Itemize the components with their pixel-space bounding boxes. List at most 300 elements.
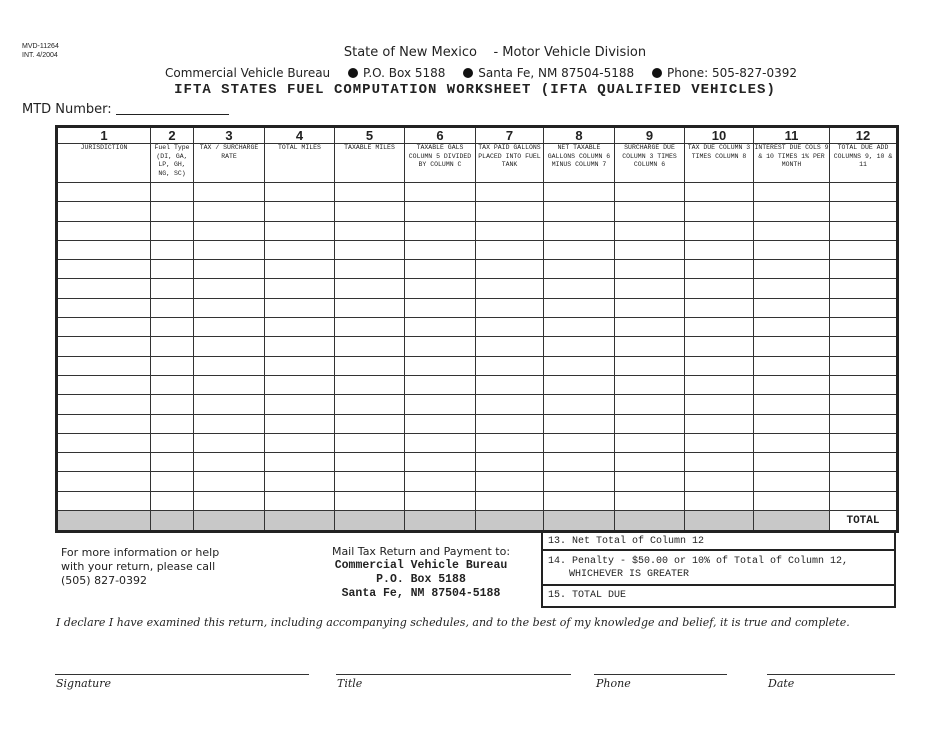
table-cell[interactable] xyxy=(151,221,194,240)
table-cell[interactable] xyxy=(754,183,830,202)
table-cell[interactable] xyxy=(544,202,615,221)
table-cell[interactable] xyxy=(544,240,615,259)
table-cell[interactable] xyxy=(476,202,544,221)
table-cell[interactable] xyxy=(615,395,685,414)
help-line-1: For more information or help xyxy=(61,546,220,559)
penalty-text: 14. Penalty - $50.00 or 10% of Total of Column 12, xyxy=(548,556,849,567)
table-cell[interactable] xyxy=(194,260,265,279)
date-label: Date xyxy=(768,677,795,690)
table-cell[interactable] xyxy=(265,260,335,279)
table-cell[interactable] xyxy=(830,183,898,202)
column-number-row xyxy=(57,127,898,144)
shaded-cell xyxy=(405,511,476,532)
table-cell[interactable] xyxy=(335,395,405,414)
table-cell[interactable] xyxy=(151,318,194,337)
table-cell[interactable] xyxy=(335,202,405,221)
table-cell[interactable] xyxy=(685,279,754,298)
table-cell[interactable] xyxy=(476,279,544,298)
table-cell[interactable] xyxy=(57,202,151,221)
fuel-computation-table xyxy=(55,125,899,533)
table-cell[interactable] xyxy=(151,375,194,394)
net-total-line[interactable]: 13. Net Total of Column 12 xyxy=(543,532,894,551)
table-cell[interactable] xyxy=(830,453,898,472)
table-cell[interactable] xyxy=(405,491,476,510)
table-cell[interactable] xyxy=(194,298,265,317)
table-cell[interactable] xyxy=(265,375,335,394)
form-id: MVD-11264 xyxy=(22,43,59,50)
table-cell[interactable] xyxy=(335,260,405,279)
mail-city: Santa Fe, NM 87504-5188 xyxy=(341,587,501,600)
table-cell[interactable] xyxy=(405,472,476,491)
table-cell[interactable] xyxy=(615,433,685,452)
table-cell[interactable] xyxy=(830,202,898,221)
totals-summary-box xyxy=(541,530,896,608)
table-cell[interactable] xyxy=(615,279,685,298)
table-cell[interactable] xyxy=(830,298,898,317)
table-cell[interactable] xyxy=(57,453,151,472)
table-cell[interactable] xyxy=(544,279,615,298)
table-cell[interactable] xyxy=(57,221,151,240)
column-description: INTEREST DUE COLS 9 & 10 TIMES 1% PER MONTH xyxy=(754,144,830,183)
column-description-row xyxy=(57,144,898,183)
table-cell[interactable] xyxy=(335,221,405,240)
table-cell[interactable] xyxy=(265,298,335,317)
column-description: TAX PAID GALLONS PLACED INTO FUEL TANK xyxy=(476,144,544,183)
help-line-2: with your return, please call xyxy=(61,560,216,573)
table-cell[interactable] xyxy=(754,318,830,337)
phone-number: Phone: 505-827-0392 xyxy=(667,66,798,80)
date-line[interactable] xyxy=(767,674,895,676)
column-description: NET TAXABLE GALLONS COLUMN 6 MINUS COLUMN 7 xyxy=(544,144,615,183)
table-cell[interactable] xyxy=(405,337,476,356)
table-cell[interactable] xyxy=(476,240,544,259)
total-label-cell: TOTAL xyxy=(830,511,898,532)
table-cell[interactable] xyxy=(615,298,685,317)
phone-line[interactable] xyxy=(594,674,727,676)
table-cell[interactable] xyxy=(830,375,898,394)
table-cell[interactable] xyxy=(335,337,405,356)
column-description: TAX / SURCHARGE RATE xyxy=(194,144,265,183)
table-cell[interactable] xyxy=(335,453,405,472)
column-description: TAXABLE MILES xyxy=(335,144,405,183)
table-cell[interactable] xyxy=(830,472,898,491)
table-cell[interactable] xyxy=(615,221,685,240)
table-cell[interactable] xyxy=(544,318,615,337)
shaded-cell xyxy=(57,511,151,532)
table-row xyxy=(57,202,898,221)
table-cell[interactable] xyxy=(830,240,898,259)
table-cell[interactable] xyxy=(754,453,830,472)
table-cell[interactable] xyxy=(754,395,830,414)
table-cell[interactable] xyxy=(194,395,265,414)
table-cell[interactable] xyxy=(615,318,685,337)
table-cell[interactable] xyxy=(754,472,830,491)
column-number: 9 xyxy=(615,127,685,144)
table-cell[interactable] xyxy=(335,491,405,510)
table-row xyxy=(57,221,898,240)
phone-label: Phone xyxy=(596,677,631,690)
table-cell[interactable] xyxy=(685,337,754,356)
table-cell[interactable] xyxy=(615,183,685,202)
table-cell[interactable] xyxy=(754,356,830,375)
table-cell[interactable] xyxy=(615,337,685,356)
table-cell[interactable] xyxy=(685,318,754,337)
table-cell[interactable] xyxy=(754,221,830,240)
table-cell[interactable] xyxy=(335,240,405,259)
table-cell[interactable] xyxy=(194,318,265,337)
penalty-condition: WHICHEVER IS GREATER xyxy=(569,569,690,580)
table-cell[interactable] xyxy=(754,433,830,452)
table-cell[interactable] xyxy=(685,260,754,279)
table-cell[interactable] xyxy=(476,414,544,433)
table-cell[interactable] xyxy=(194,453,265,472)
table-cell[interactable] xyxy=(151,202,194,221)
table-cell[interactable] xyxy=(194,356,265,375)
table-cell[interactable] xyxy=(57,433,151,452)
table-cell[interactable] xyxy=(405,260,476,279)
table-cell[interactable] xyxy=(754,414,830,433)
table-cell[interactable] xyxy=(194,433,265,452)
table-cell[interactable] xyxy=(405,356,476,375)
shaded-cell xyxy=(685,511,754,532)
column-description: JURISDICTION xyxy=(57,144,151,183)
table-row xyxy=(57,318,898,337)
table-row xyxy=(57,375,898,394)
table-cell[interactable] xyxy=(405,453,476,472)
total-row xyxy=(57,511,898,532)
table-cell[interactable] xyxy=(476,318,544,337)
table-cell[interactable] xyxy=(830,279,898,298)
table-cell[interactable] xyxy=(476,337,544,356)
table-cell[interactable] xyxy=(57,337,151,356)
table-cell[interactable] xyxy=(476,183,544,202)
table-cell[interactable] xyxy=(405,395,476,414)
total-due-line[interactable]: 15. TOTAL DUE xyxy=(548,590,627,601)
table-cell[interactable] xyxy=(194,279,265,298)
table-cell[interactable] xyxy=(194,183,265,202)
table-cell[interactable] xyxy=(685,298,754,317)
signature-line[interactable] xyxy=(55,674,309,676)
table-cell[interactable] xyxy=(151,356,194,375)
table-row xyxy=(57,298,898,317)
table-cell[interactable] xyxy=(476,260,544,279)
column-description: SURCHARGE DUE COLUMN 3 TIMES COLUMN 6 xyxy=(615,144,685,183)
table-cell[interactable] xyxy=(57,260,151,279)
declaration-text: I declare I have examined this return, including accompanying schedules, and to the best of my knowledge and belief, it is true and complete. xyxy=(56,616,850,629)
table-cell[interactable] xyxy=(615,453,685,472)
table-cell[interactable] xyxy=(151,395,194,414)
bullet-icon xyxy=(348,68,358,78)
table-cell[interactable] xyxy=(335,298,405,317)
table-cell[interactable] xyxy=(265,240,335,259)
column-description: TAX DUE COLUMN 3 TIMES COLUMN 8 xyxy=(685,144,754,183)
table-cell[interactable] xyxy=(57,356,151,375)
mail-po-box: P.O. Box 5188 xyxy=(376,573,466,586)
table-cell[interactable] xyxy=(476,433,544,452)
table-row xyxy=(57,240,898,259)
table-cell[interactable] xyxy=(57,279,151,298)
table-cell[interactable] xyxy=(615,472,685,491)
shaded-cell xyxy=(476,511,544,532)
table-cell[interactable] xyxy=(151,337,194,356)
table-cell[interactable] xyxy=(685,202,754,221)
table-cell[interactable] xyxy=(335,318,405,337)
table-cell[interactable] xyxy=(151,279,194,298)
mtd-input-line[interactable] xyxy=(116,102,229,115)
mtd-label: MTD Number: xyxy=(22,102,112,117)
table-cell[interactable] xyxy=(194,337,265,356)
table-cell[interactable] xyxy=(265,202,335,221)
table-cell[interactable] xyxy=(265,356,335,375)
table-cell[interactable] xyxy=(754,491,830,510)
table-cell[interactable] xyxy=(335,279,405,298)
table-cell[interactable] xyxy=(754,240,830,259)
table-cell[interactable] xyxy=(335,375,405,394)
column-number: 8 xyxy=(544,127,615,144)
table-cell[interactable] xyxy=(151,260,194,279)
table-cell[interactable] xyxy=(57,472,151,491)
shaded-cell xyxy=(194,511,265,532)
table-cell[interactable] xyxy=(544,453,615,472)
table-cell[interactable] xyxy=(830,395,898,414)
table-cell[interactable] xyxy=(335,472,405,491)
column-number: 2 xyxy=(151,127,194,144)
bureau-name: Commercial Vehicle Bureau xyxy=(165,66,331,80)
table-row xyxy=(57,183,898,202)
table-cell[interactable] xyxy=(194,375,265,394)
table-row xyxy=(57,356,898,375)
table-cell[interactable] xyxy=(544,414,615,433)
table-cell[interactable] xyxy=(685,356,754,375)
title-label: Title xyxy=(337,677,363,690)
table-cell[interactable] xyxy=(830,318,898,337)
table-row xyxy=(57,491,898,510)
page-title: IFTA STATES FUEL COMPUTATION WORKSHEET (IFTA QUALIFIED VEHICLES) xyxy=(174,82,776,98)
signature-label: Signature xyxy=(56,677,112,690)
table-cell[interactable] xyxy=(615,356,685,375)
bureau-contact-line xyxy=(165,66,797,80)
table-cell[interactable] xyxy=(405,318,476,337)
table-cell[interactable] xyxy=(830,260,898,279)
table-cell[interactable] xyxy=(544,356,615,375)
table-cell[interactable] xyxy=(405,414,476,433)
table-cell[interactable] xyxy=(754,298,830,317)
table-cell[interactable] xyxy=(685,414,754,433)
shaded-cell xyxy=(265,511,335,532)
table-cell[interactable] xyxy=(615,202,685,221)
table-cell[interactable] xyxy=(151,414,194,433)
table-cell[interactable] xyxy=(544,375,615,394)
agency-title: State of New Mexico - Motor Vehicle Division xyxy=(343,45,647,60)
column-number: 11 xyxy=(754,127,830,144)
title-line[interactable] xyxy=(336,674,571,676)
table-cell[interactable] xyxy=(57,395,151,414)
table-cell[interactable] xyxy=(151,298,194,317)
table-cell[interactable] xyxy=(335,433,405,452)
table-cell[interactable] xyxy=(405,298,476,317)
table-row xyxy=(57,279,898,298)
table-cell[interactable] xyxy=(405,279,476,298)
table-row xyxy=(57,337,898,356)
table-cell[interactable] xyxy=(265,318,335,337)
table-cell[interactable] xyxy=(151,433,194,452)
table-cell[interactable] xyxy=(57,298,151,317)
table-cell[interactable] xyxy=(476,375,544,394)
table-cell[interactable] xyxy=(265,433,335,452)
table-cell[interactable] xyxy=(151,491,194,510)
table-cell[interactable] xyxy=(830,356,898,375)
table-cell[interactable] xyxy=(151,183,194,202)
table-row xyxy=(57,433,898,452)
table-cell[interactable] xyxy=(830,414,898,433)
table-cell[interactable] xyxy=(335,183,405,202)
table-cell[interactable] xyxy=(265,453,335,472)
table-cell[interactable] xyxy=(754,337,830,356)
table-cell[interactable] xyxy=(754,279,830,298)
table-row xyxy=(57,414,898,433)
table-cell[interactable] xyxy=(405,433,476,452)
shaded-cell xyxy=(754,511,830,532)
table-cell[interactable] xyxy=(57,491,151,510)
table-row xyxy=(57,453,898,472)
table-cell[interactable] xyxy=(685,375,754,394)
table-cell[interactable] xyxy=(57,375,151,394)
penalty-line[interactable] xyxy=(543,551,894,586)
table-cell[interactable] xyxy=(685,240,754,259)
table-cell[interactable] xyxy=(615,414,685,433)
bullet-icon xyxy=(652,68,662,78)
table-cell[interactable] xyxy=(685,472,754,491)
table-cell[interactable] xyxy=(194,221,265,240)
table-cell[interactable] xyxy=(265,337,335,356)
table-cell[interactable] xyxy=(151,453,194,472)
table-cell[interactable] xyxy=(830,433,898,452)
table-cell[interactable] xyxy=(265,414,335,433)
table-cell[interactable] xyxy=(405,240,476,259)
table-cell[interactable] xyxy=(194,202,265,221)
shaded-cell xyxy=(335,511,405,532)
column-description: TOTAL DUE ADD COLUMNS 9, 10 & 11 xyxy=(830,144,898,183)
form-revision: INT. 4/2004 xyxy=(22,52,58,59)
table-cell[interactable] xyxy=(265,395,335,414)
table-cell[interactable] xyxy=(405,221,476,240)
column-number: 6 xyxy=(405,127,476,144)
table-cell[interactable] xyxy=(544,433,615,452)
table-cell[interactable] xyxy=(830,337,898,356)
table-cell[interactable] xyxy=(194,414,265,433)
table-cell[interactable] xyxy=(335,414,405,433)
mail-bureau: Commercial Vehicle Bureau xyxy=(334,559,508,572)
table-cell[interactable] xyxy=(615,240,685,259)
table-cell[interactable] xyxy=(754,260,830,279)
table-cell[interactable] xyxy=(830,221,898,240)
mailing-address xyxy=(305,545,537,601)
table-cell[interactable] xyxy=(544,298,615,317)
table-cell[interactable] xyxy=(265,279,335,298)
table-cell[interactable] xyxy=(194,491,265,510)
table-cell[interactable] xyxy=(615,260,685,279)
table-cell[interactable] xyxy=(830,491,898,510)
column-description: Fuel Type (DI, GA, LP, GH, NG, SC) xyxy=(151,144,194,183)
column-number: 1 xyxy=(57,127,151,144)
column-number: 10 xyxy=(685,127,754,144)
table-cell[interactable] xyxy=(194,240,265,259)
column-number: 7 xyxy=(476,127,544,144)
shaded-cell xyxy=(615,511,685,532)
table-row xyxy=(57,260,898,279)
table-cell[interactable] xyxy=(685,433,754,452)
table-cell[interactable] xyxy=(405,183,476,202)
table-cell[interactable] xyxy=(265,183,335,202)
table-cell[interactable] xyxy=(476,356,544,375)
shaded-cell xyxy=(151,511,194,532)
table-cell[interactable] xyxy=(476,395,544,414)
column-number: 5 xyxy=(335,127,405,144)
mail-heading: Mail Tax Return and Payment to: xyxy=(331,545,511,558)
help-text xyxy=(61,546,219,588)
table-row xyxy=(57,472,898,491)
bullet-icon xyxy=(463,68,473,78)
table-cell[interactable] xyxy=(685,453,754,472)
table-cell[interactable] xyxy=(265,472,335,491)
shaded-cell xyxy=(544,511,615,532)
table-cell[interactable] xyxy=(476,221,544,240)
table-cell[interactable] xyxy=(476,298,544,317)
table-cell[interactable] xyxy=(194,472,265,491)
table-cell[interactable] xyxy=(685,221,754,240)
table-cell[interactable] xyxy=(57,414,151,433)
table-cell[interactable] xyxy=(685,491,754,510)
table-cell[interactable] xyxy=(685,395,754,414)
table-cell[interactable] xyxy=(476,472,544,491)
column-description: TAXABLE GALS COLUMN 5 DIVIDED BY COLUMN C xyxy=(405,144,476,183)
table-cell[interactable] xyxy=(265,491,335,510)
table-cell[interactable] xyxy=(544,183,615,202)
table-cell[interactable] xyxy=(544,260,615,279)
table-cell[interactable] xyxy=(544,472,615,491)
table-cell[interactable] xyxy=(335,356,405,375)
table-cell[interactable] xyxy=(544,337,615,356)
column-number: 3 xyxy=(194,127,265,144)
city-address: Santa Fe, NM 87504-5188 xyxy=(478,66,635,80)
table-cell[interactable] xyxy=(685,183,754,202)
column-number: 12 xyxy=(830,127,898,144)
table-cell[interactable] xyxy=(476,491,544,510)
table-cell[interactable] xyxy=(754,375,830,394)
mtd-number-field xyxy=(22,102,229,117)
table-cell[interactable] xyxy=(57,240,151,259)
table-cell[interactable] xyxy=(151,240,194,259)
table-cell[interactable] xyxy=(754,202,830,221)
table-cell[interactable] xyxy=(405,375,476,394)
table-cell[interactable] xyxy=(57,183,151,202)
table-cell[interactable] xyxy=(476,453,544,472)
table-cell[interactable] xyxy=(151,472,194,491)
table-cell[interactable] xyxy=(544,491,615,510)
table-cell[interactable] xyxy=(57,318,151,337)
table-cell[interactable] xyxy=(405,202,476,221)
table-cell[interactable] xyxy=(544,221,615,240)
table-row xyxy=(57,395,898,414)
column-number: 4 xyxy=(265,127,335,144)
table-cell[interactable] xyxy=(265,221,335,240)
table-cell[interactable] xyxy=(615,491,685,510)
help-phone: (505) 827-0392 xyxy=(61,574,148,587)
po-box: P.O. Box 5188 xyxy=(363,66,446,80)
table-cell[interactable] xyxy=(544,395,615,414)
column-description: TOTAL MILES xyxy=(265,144,335,183)
table-cell[interactable] xyxy=(615,375,685,394)
